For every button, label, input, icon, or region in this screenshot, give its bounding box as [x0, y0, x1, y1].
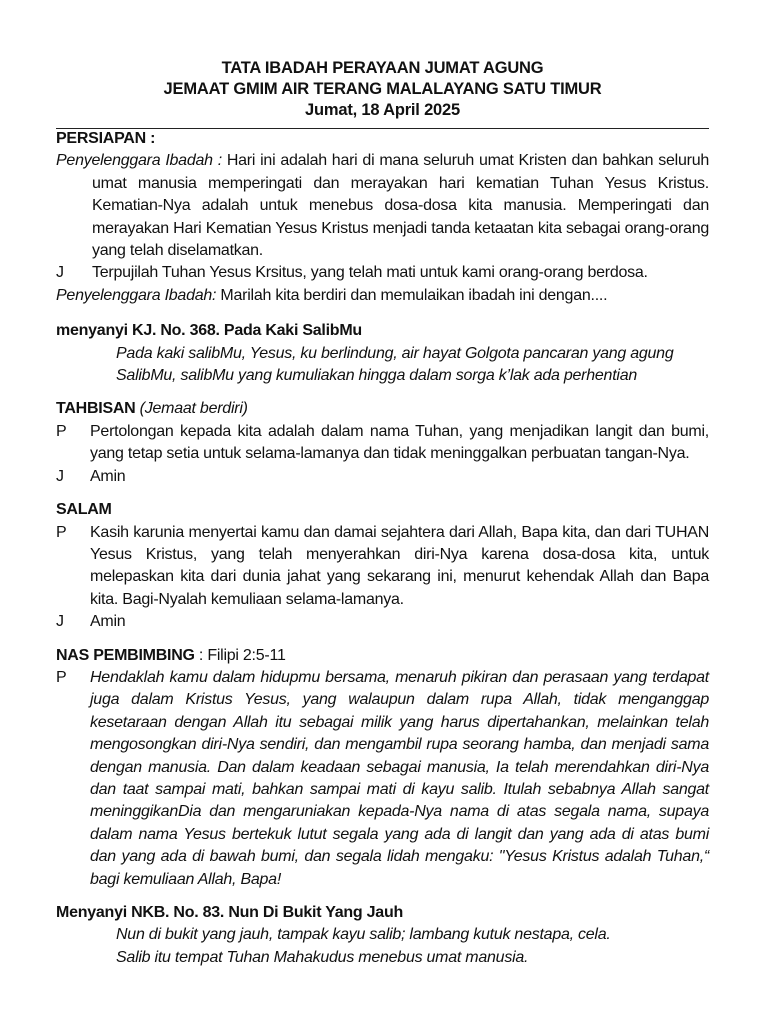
- response-label: J: [56, 613, 64, 631]
- title-date: Jumat, 18 April 2025: [305, 101, 460, 119]
- nas-reference: : Filipi 2:5-11: [194, 646, 286, 664]
- song2-line-2: Salib itu tempat Tuhan Mahakudus menebus umat manusia.: [116, 948, 529, 966]
- song2-title: Menyanyi NKB. No. 83. Nun Di Bukit Yang Jauh: [56, 904, 403, 921]
- nas-heading-line: [56, 645, 709, 667]
- tahbisan-p-row: [56, 421, 709, 466]
- song1-line-1: Pada kaki salibMu, Yesus, ku berlindung, air hayat Golgota pancaran yang agung: [116, 344, 674, 362]
- salam-p-text: Kasih karunia menyertai kamu dan damai sejahtera dari Allah, Bapa kita, dan dari TUHAN Yesus Kristus, yang telah menyerahkan diri-Nya karena dosa-dosa kita, untuk melepaskan kita dari dunia jahat yang sekarang ini, menurut kehendak Allah dan Bapa kita. Bagi-Nyalah kemuliaan selama-lamanya.: [90, 523, 709, 608]
- tahbisan-p-text: Pertolongan kepada kita adalah dalam nama Tuhan, yang menjadikan langit dan bumi, yang tetap setia untuk selama-lamanya dan tidak meninggalkan perbuatan tangan-Nya.: [90, 422, 709, 463]
- tahbisan-heading-line: [56, 398, 709, 420]
- persiapan-text: Hari ini adalah hari di mana seluruh umat Kristen dan bahkan seluruh umat manusia memperingati dan merayakan hari kematian Tuhan Yesus Kristus. Kematian-Nya adalah untuk menebus dosa-dosa kita manusia. Memperingati dan merayakan Hari Kematian Yesus Kristus menjadi tanda ketaatan kita sebagai orang-orang yang telah diselamatkan.: [92, 152, 709, 260]
- persiapan-text-2: Marilah kita berdiri dan memulaikan ibadah ini dengan....: [216, 286, 608, 304]
- persiapan-heading: PERSIAPAN :: [56, 130, 156, 147]
- nas-p-row: [56, 667, 709, 891]
- response-label: J: [56, 467, 64, 485]
- persiapan-role: Penyelenggara Ibadah :: [56, 152, 222, 170]
- liturgy-content: [56, 128, 709, 969]
- song2-line-1: Nun di bukit yang jauh, tampak kayu salib; lambang kutuk nestapa, cela.: [116, 926, 611, 944]
- title-line-2: JEMAAT GMIM AIR TERANG MALALAYANG SATU TIMUR: [163, 80, 602, 98]
- persiapan-paragraph-2: [56, 285, 709, 307]
- tahbisan-note: (Jemaat berdiri): [135, 400, 248, 418]
- song1-line-2: SalibMu, salibMu yang kumuliakan hingga dalam sorga k’lak ada perhentian: [116, 367, 637, 385]
- title-line-1: TATA IBADAH PERAYAAN JUMAT AGUNG: [221, 59, 544, 77]
- salam-p-row: [56, 522, 709, 612]
- nas-heading: NAS PEMBIMBING: [56, 646, 195, 664]
- leader-label: P: [56, 668, 67, 686]
- salam-heading: SALAM: [56, 501, 112, 519]
- nas-p-text: Hendaklah kamu dalam hidupmu bersama, menaruh pikiran dan perasaan yang terdapat juga dalam Kristus Yesus, yang walaupun dalam rupa Allah, tidak menganggap kesetaraan dengan Allah itu sebagai milik yang harus dipertahankan, melainkan telah mengosongkan diri-Nya sendiri, dan mengambil rupa seorang hamba, dan menjadi sama dengan manusia. Dan dalam keadaan sebagai manusia, Ia telah merendahkan diri-Nya dan taat sampai mati, bahkan sampai mati di kayu salib. Itulah sebabnya Allah sangat meninggikanDia dan mengaruniakan kepada-Nya nama di atas segala nama, supaya dalam nama Yesus bertekuk lutut segala yang ada di langit dan yang ada di atas bumi dan yang ada di bawah bumi, dan segala lidah mengaku: "Yesus Kristus adalah Tuhan,“ bagi kemuliaan Allah, Bapa!: [90, 668, 709, 888]
- response-label: J: [56, 264, 64, 282]
- document-header: [56, 58, 709, 121]
- persiapan-role-2: Penyelenggara Ibadah:: [56, 286, 217, 304]
- leader-label: P: [56, 422, 67, 440]
- song1-title: menyanyi KJ. No. 368. Pada Kaki SalibMu: [56, 322, 362, 340]
- tahbisan-j-text: Amin: [90, 467, 126, 485]
- response-text: Terpujilah Tuhan Yesus Krsitus, yang telah mati untuk kami orang-orang berdosa.: [92, 264, 648, 282]
- persiapan-paragraph: [56, 150, 709, 262]
- tahbisan-j-row: [56, 466, 709, 488]
- leader-label: P: [56, 523, 67, 541]
- salam-j-row: [56, 611, 709, 633]
- salam-j-text: Amin: [90, 613, 126, 631]
- persiapan-response: [56, 262, 709, 284]
- tahbisan-heading: TAHBISAN: [56, 400, 136, 418]
